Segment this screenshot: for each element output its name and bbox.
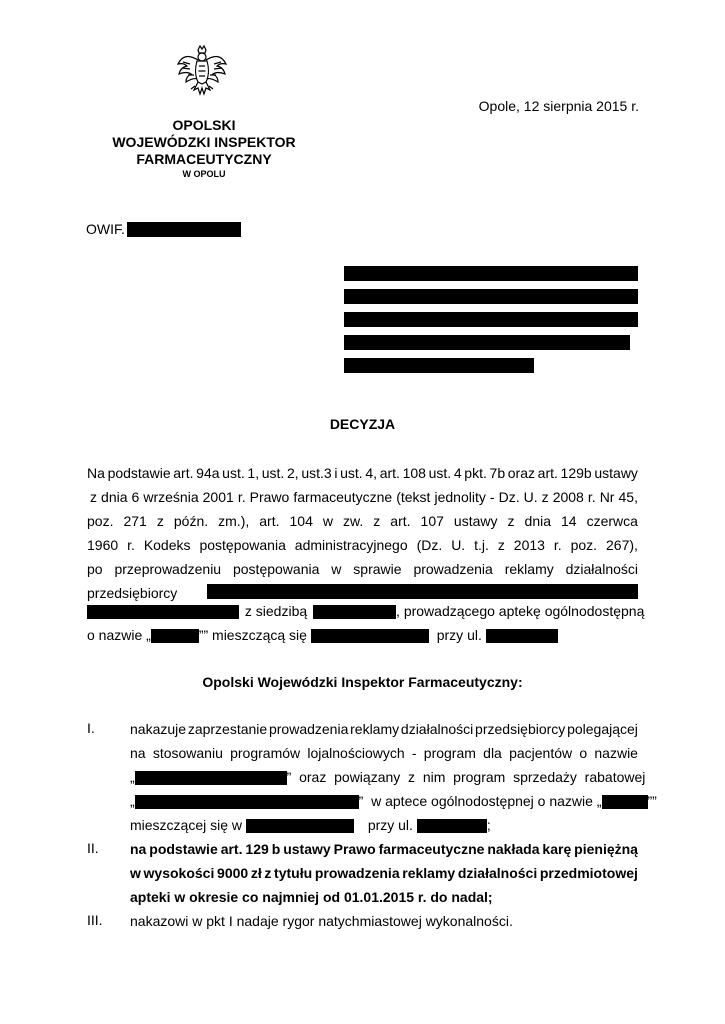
redacted-loyalty-program bbox=[135, 771, 287, 785]
intro-line-7 bbox=[87, 602, 645, 620]
word: farmaceutyczne bbox=[293, 489, 393, 505]
word: przedsiębiorcy bbox=[475, 721, 566, 737]
word: postępowania bbox=[232, 561, 320, 577]
word: zm.), bbox=[218, 513, 250, 529]
word: 129 bbox=[245, 841, 269, 857]
word: administracyjnego bbox=[294, 537, 408, 553]
item-1-line-5 bbox=[130, 816, 491, 834]
word: oraz bbox=[507, 465, 535, 481]
word: Dz. bbox=[498, 489, 520, 505]
word: podstawie bbox=[149, 841, 218, 857]
operative-heading: Opolski Wojewódzki Inspektor Farmaceutyczny: bbox=[202, 674, 523, 690]
item-2-line-1 bbox=[130, 840, 638, 858]
word: późn. bbox=[173, 513, 209, 529]
word: Na bbox=[87, 465, 105, 481]
word: 267), bbox=[606, 537, 638, 553]
word: reklamy bbox=[350, 721, 400, 737]
word: działalności bbox=[457, 865, 538, 881]
word: 107 bbox=[420, 513, 444, 529]
word: 4, bbox=[365, 465, 378, 481]
intro-line-5 bbox=[87, 560, 638, 578]
item-text: ”” bbox=[647, 793, 657, 809]
word: art. bbox=[379, 465, 400, 481]
redacted-addressee-line bbox=[344, 358, 534, 373]
word: b bbox=[271, 841, 281, 857]
intro-line-3 bbox=[87, 512, 638, 530]
word: i bbox=[334, 465, 338, 481]
intro-text: z siedzibą bbox=[244, 603, 308, 619]
redacted-addressee-line bbox=[344, 312, 638, 327]
item-text: ; bbox=[486, 817, 491, 833]
word: 14 bbox=[561, 513, 577, 529]
word: poz. bbox=[87, 513, 114, 529]
word: przedmiotowej bbox=[539, 865, 638, 881]
word: września bbox=[143, 489, 199, 505]
intro-text: przedsiębiorcy bbox=[87, 585, 178, 601]
item-1-line-1 bbox=[130, 720, 638, 738]
word: 271 bbox=[123, 513, 147, 529]
word: prowadzenia bbox=[314, 865, 400, 881]
eagle-emblem-icon bbox=[176, 44, 228, 98]
word: 2001 bbox=[202, 489, 234, 505]
word: polegającej bbox=[567, 721, 638, 737]
word: reklamy bbox=[504, 561, 554, 577]
word: 1960 bbox=[87, 537, 119, 553]
word: w bbox=[322, 513, 334, 529]
word: 129b bbox=[560, 465, 592, 481]
intro-text: przy ul. bbox=[436, 627, 482, 643]
word: programów bbox=[230, 745, 301, 761]
intro-text: mieszczącą się bbox=[212, 627, 307, 643]
word: ust. bbox=[340, 465, 363, 481]
word: w bbox=[130, 865, 141, 881]
word: dnia bbox=[524, 513, 551, 529]
word: ust. bbox=[261, 465, 285, 481]
intro-text: ”” bbox=[198, 627, 209, 643]
word: art. bbox=[390, 513, 411, 529]
word: - bbox=[489, 489, 495, 505]
word: ust. bbox=[222, 465, 245, 481]
intro-line-8 bbox=[87, 626, 558, 644]
word: prowadzenia bbox=[413, 561, 493, 577]
word: tytułu bbox=[274, 865, 313, 881]
word: 108 bbox=[402, 465, 426, 481]
intro-line-1 bbox=[87, 464, 638, 482]
word: w bbox=[331, 561, 342, 577]
word: prowadzenia bbox=[268, 721, 349, 737]
word: podstawie bbox=[107, 465, 171, 481]
word: Prawo bbox=[333, 841, 376, 857]
intro-text: o nazwie „ bbox=[87, 627, 151, 643]
word: pkt. bbox=[464, 465, 487, 481]
word: Kodeks bbox=[143, 537, 191, 553]
item-text: „ bbox=[130, 769, 135, 785]
word: z bbox=[90, 489, 97, 505]
redacted-pharmacy-name bbox=[602, 795, 648, 809]
redacted-entrepreneur-name bbox=[207, 584, 638, 599]
item-number: II. bbox=[87, 840, 99, 856]
word: dla bbox=[483, 745, 502, 761]
item-text: ” w aptece ogólnodostępnej o nazwie „ bbox=[358, 793, 602, 809]
redacted-street bbox=[486, 629, 558, 643]
word: działalności bbox=[400, 721, 474, 737]
word: Prawo bbox=[249, 489, 290, 505]
redacted-town bbox=[311, 629, 429, 643]
word: 2008 bbox=[552, 489, 584, 505]
word: art. bbox=[259, 513, 280, 529]
word: r. bbox=[237, 489, 246, 505]
word: ust. bbox=[428, 465, 452, 481]
word: (Dz. bbox=[416, 537, 443, 553]
word: czerwca bbox=[586, 513, 638, 529]
word: 9000 bbox=[217, 865, 249, 881]
intro-line-4 bbox=[87, 536, 638, 554]
word: U. bbox=[451, 537, 466, 553]
redacted-addressee-line bbox=[344, 335, 630, 350]
redacted-reference bbox=[127, 222, 241, 237]
word: stosowaniu bbox=[152, 745, 223, 761]
word: postępowania bbox=[199, 537, 286, 553]
place-date: Opole, 12 sierpnia 2015 r. bbox=[478, 98, 639, 114]
redacted-pharmacy-name bbox=[151, 629, 199, 643]
word: dnia bbox=[101, 489, 128, 505]
word: 1, bbox=[247, 465, 260, 481]
word: po bbox=[87, 561, 103, 577]
item-1-line-4 bbox=[130, 792, 657, 810]
word: zw. bbox=[343, 513, 364, 529]
word: reklamy bbox=[402, 865, 456, 881]
word: jednolity bbox=[434, 489, 486, 505]
word: lojalnościowych bbox=[307, 745, 405, 761]
word: program bbox=[423, 745, 476, 761]
word: na bbox=[130, 841, 147, 857]
reference-number bbox=[86, 221, 241, 237]
word: przeprowadzeniu bbox=[114, 561, 222, 577]
item-text: „ bbox=[130, 793, 135, 809]
redacted-town bbox=[246, 819, 354, 833]
word: (tekst bbox=[396, 489, 431, 505]
word: z bbox=[541, 489, 549, 505]
word: z bbox=[264, 865, 272, 881]
decision-title: DECYZJA bbox=[329, 416, 396, 432]
word: art. bbox=[173, 465, 194, 481]
word: wysokości bbox=[143, 865, 215, 881]
redacted-discount-program bbox=[135, 795, 359, 809]
word: art. bbox=[537, 465, 558, 481]
word: z bbox=[373, 513, 381, 529]
item-number: I. bbox=[87, 720, 95, 736]
word: art. bbox=[220, 841, 243, 857]
word: sprawie bbox=[353, 561, 402, 577]
word: t.j. bbox=[474, 537, 489, 553]
authority-line-1: OPOLSKI bbox=[172, 117, 236, 133]
intro-line-2 bbox=[90, 488, 638, 506]
word: 2, bbox=[286, 465, 299, 481]
word: nakazuje bbox=[130, 721, 187, 737]
word: nakłada bbox=[487, 841, 540, 857]
redacted-addressee-line bbox=[344, 266, 638, 281]
authority-line-4: W OPOLU bbox=[182, 169, 226, 179]
word: ustawy bbox=[453, 513, 498, 529]
word: z bbox=[497, 537, 505, 553]
word: 94a bbox=[196, 465, 220, 481]
word: zł bbox=[250, 865, 262, 881]
redacted-entrepreneur-name-cont bbox=[87, 605, 239, 619]
word: z bbox=[507, 513, 515, 529]
redacted-seat bbox=[313, 605, 396, 619]
item-number: III. bbox=[87, 912, 103, 928]
word: farmaceutyczne bbox=[378, 841, 485, 857]
item-text: mieszczącej się w bbox=[130, 817, 243, 833]
word: 2013 bbox=[513, 537, 545, 553]
word: Nr bbox=[599, 489, 615, 505]
redacted-addressee-line bbox=[344, 289, 638, 304]
issuing-authority bbox=[90, 117, 318, 181]
item-text: przy ul. bbox=[367, 817, 413, 833]
word: karę bbox=[542, 841, 572, 857]
word: 6 bbox=[131, 489, 140, 505]
word: 4 bbox=[453, 465, 462, 481]
word: nazwie bbox=[594, 745, 638, 761]
word: poz. bbox=[570, 537, 598, 553]
word: - bbox=[411, 745, 417, 761]
word: zaprzestanie bbox=[187, 721, 268, 737]
word: na bbox=[130, 745, 146, 761]
item-2-line-2 bbox=[130, 864, 638, 882]
item-1-line-2 bbox=[130, 744, 638, 762]
item-1-line-3 bbox=[130, 768, 646, 786]
word: U. bbox=[523, 489, 538, 505]
word: r. bbox=[127, 537, 135, 553]
word: 7b bbox=[489, 465, 506, 481]
word: ustawy bbox=[283, 841, 331, 857]
word: pacjentów bbox=[509, 745, 573, 761]
word: r. bbox=[587, 489, 596, 505]
item-text: ” oraz powiązany z nim program sprzedaży rabatowej bbox=[286, 769, 646, 785]
word: 104 bbox=[289, 513, 313, 529]
word: o bbox=[579, 745, 588, 761]
word: z bbox=[156, 513, 164, 529]
word: r. bbox=[553, 537, 562, 553]
item-3-line-1: nakazowi w pkt I nadaje rygor natychmiastowej wykonalności. bbox=[130, 913, 513, 929]
word: ustawy bbox=[594, 465, 638, 481]
word: ust.3 bbox=[301, 465, 332, 481]
word: pieniężną bbox=[574, 841, 638, 857]
item-2-line-3: apteki w okresie co najmniej od 01.01.2015 r. do nadal; bbox=[130, 889, 493, 905]
reference-prefix: OWIF. bbox=[86, 221, 125, 237]
authority-line-2: WOJEWÓDZKI INSPEKTOR bbox=[112, 134, 296, 150]
redacted-street bbox=[417, 819, 487, 833]
intro-line-6 bbox=[87, 584, 177, 602]
intro-text: , prowadzącego aptekę ogólnodostępną bbox=[396, 603, 645, 619]
authority-line-3: FARMACEUTYCZNY bbox=[136, 151, 272, 167]
word: 45, bbox=[618, 489, 638, 505]
word: działalności bbox=[565, 561, 638, 577]
